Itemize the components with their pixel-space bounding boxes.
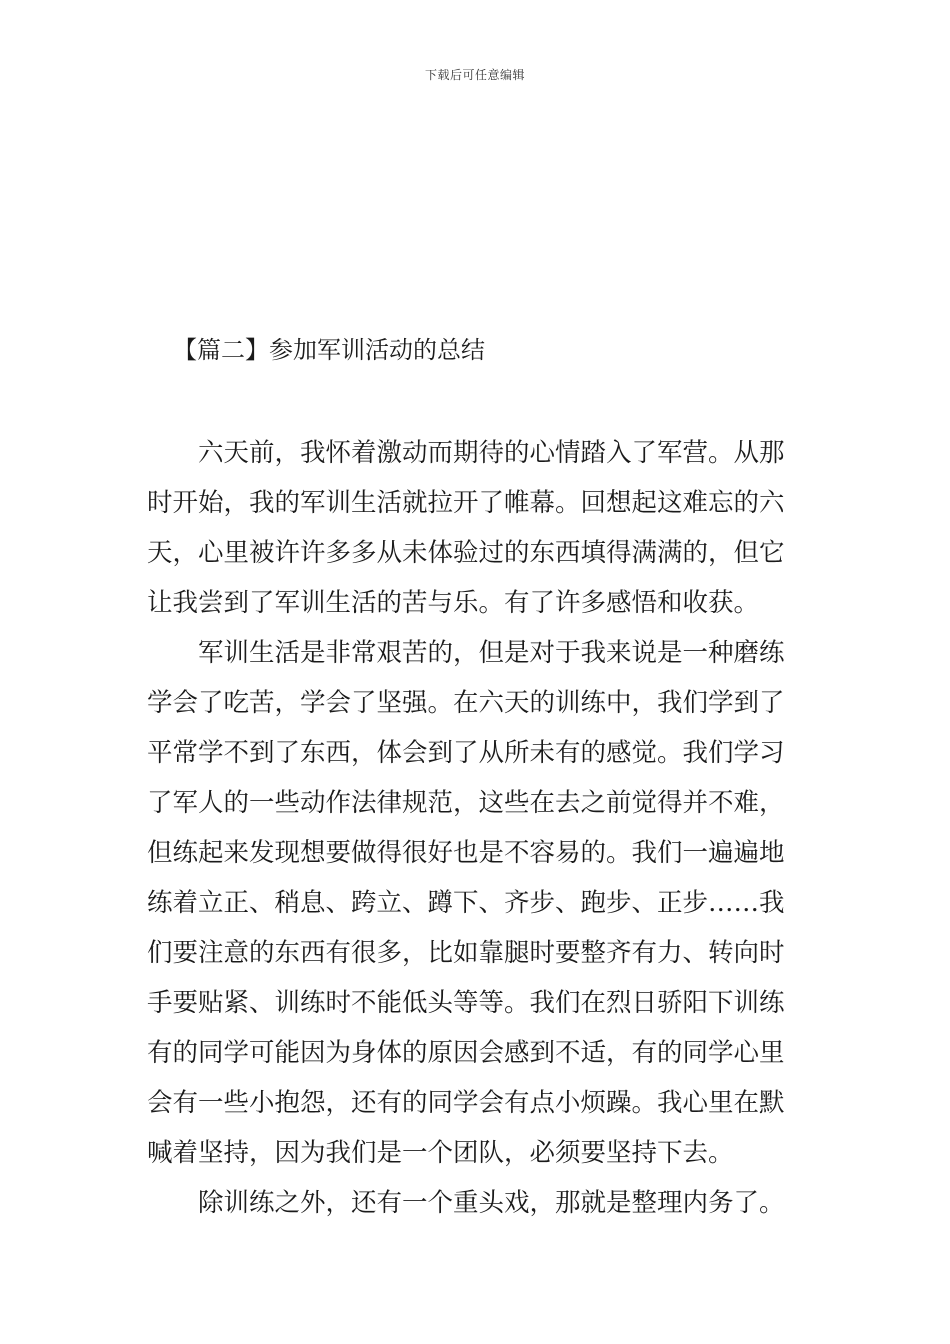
text-line: 时开始，我的军训生活就拉开了帷幕。回想起这难忘的六 [147, 488, 785, 518]
text-line: 六天前，我怀着激动而期待的心情踏入了军营。从那 [147, 438, 785, 468]
text-line: 们要注意的东西有很多，比如靠腿时要整齐有力、转向时 [147, 938, 785, 968]
text-line: 天，心里被许许多多从未体验过的东西填得满满的，但它 [147, 538, 785, 568]
text-line: 平常学不到了东西，体会到了从所未有的感觉。我们学习 [147, 738, 785, 768]
text-line: 了军人的一些动作法律规范，这些在去之前觉得并不难， [147, 788, 785, 818]
text-line: 喊着坚持，因为我们是一个团队，必须要坚持下去。 [147, 1138, 734, 1168]
text-line: 学会了吃苦，学会了坚强。在六天的训练中，我们学到了 [147, 688, 785, 718]
text-line: 练着立正、稍息、跨立、蹲下、齐步、跑步、正步……我 [147, 888, 785, 918]
text-line: 手要贴紧、训练时不能低头等等。我们在烈日骄阳下训练 [147, 988, 785, 1018]
text-line: 除训练之外，还有一个重头戏，那就是整理内务了。 [147, 1188, 785, 1218]
text-line: 军训生活是非常艰苦的，但是对于我来说是一种磨练 [147, 638, 785, 668]
body-text [147, 428, 805, 1228]
section-title: 【篇二】参加军训活动的总结 [173, 336, 485, 364]
text-line: 会有一些小抱怨，还有的同学会有点小烦躁。我心里在默 [147, 1088, 785, 1118]
page-header-note: 下载后可任意编辑 [424, 68, 525, 82]
text-line: 有的同学可能因为身体的原因会感到不适，有的同学心里 [147, 1038, 785, 1068]
text-line: 让我尝到了军训生活的苦与乐。有了许多感悟和收获。 [147, 588, 760, 618]
text-line: 但练起来发现想要做得很好也是不容易的。我们一遍遍地 [147, 838, 785, 868]
